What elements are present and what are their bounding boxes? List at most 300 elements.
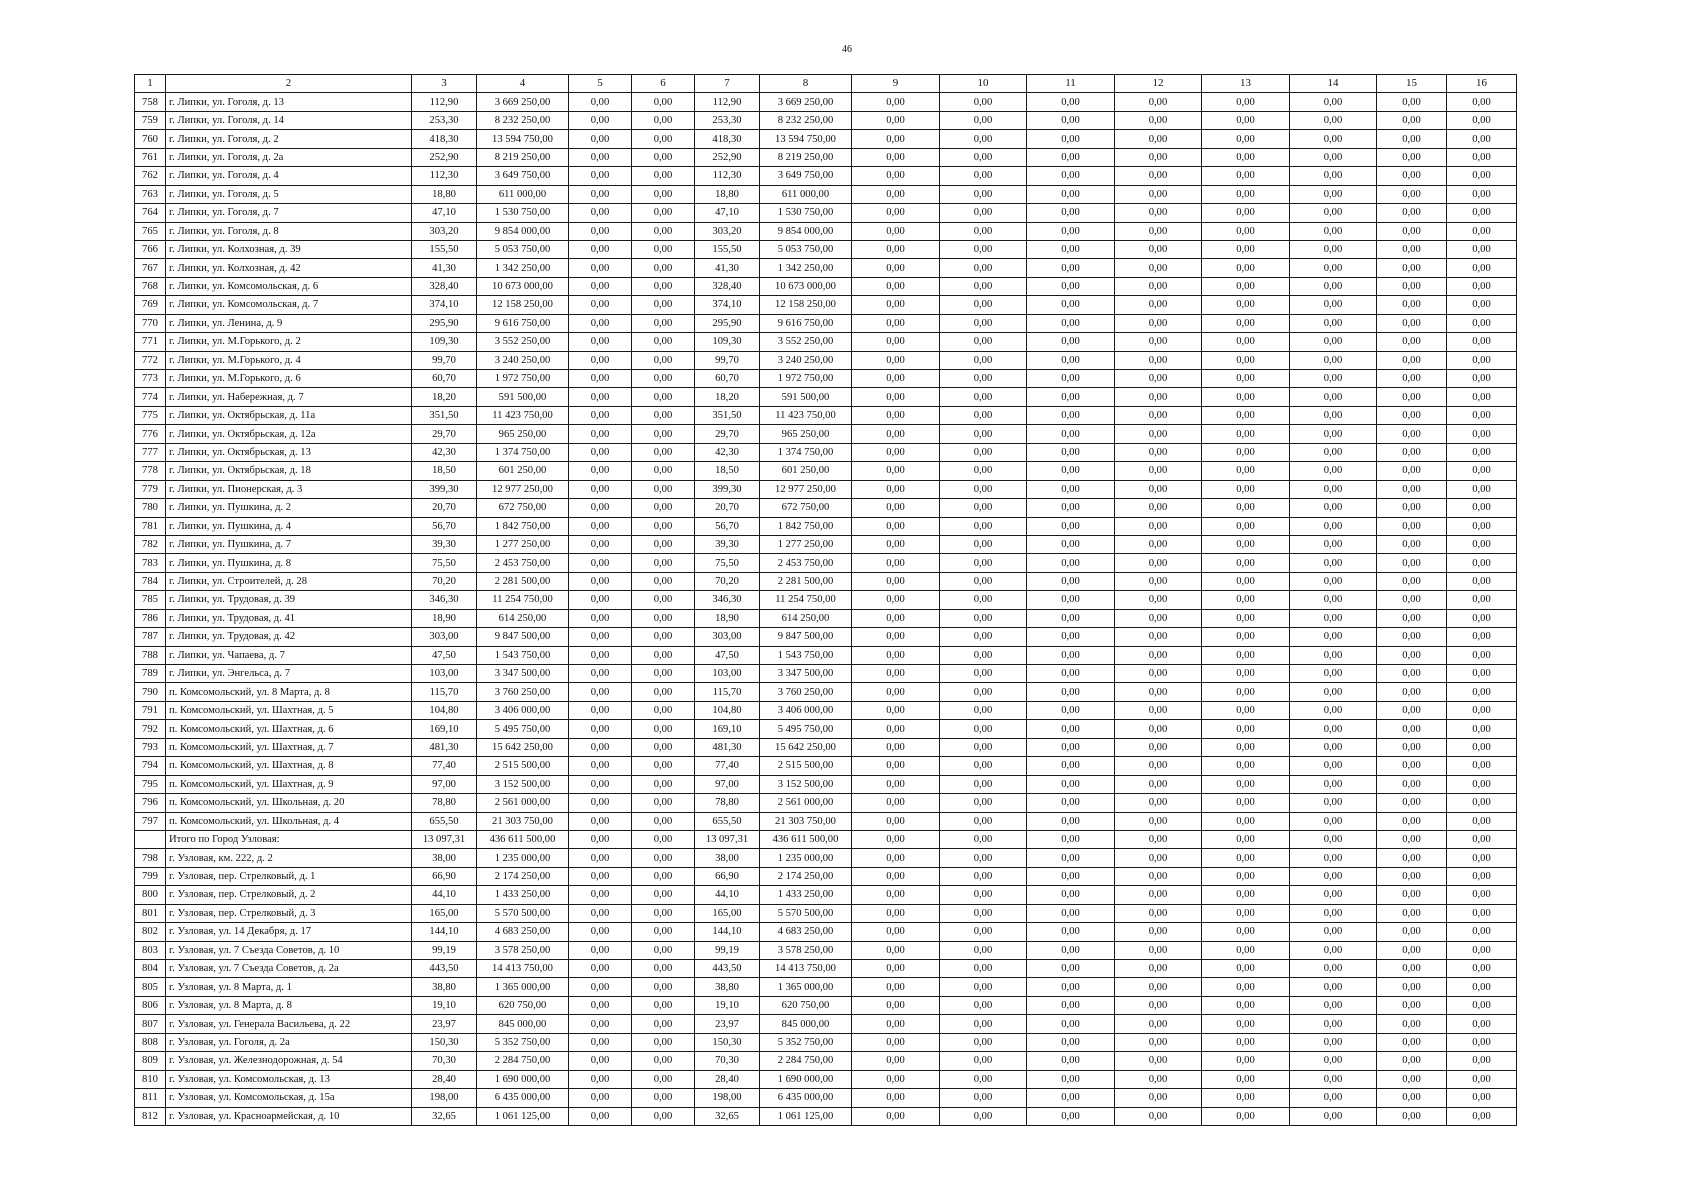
value-cell: 0,00	[1290, 996, 1377, 1014]
value-cell: 0,00	[1377, 167, 1447, 185]
value-cell: 0,00	[940, 1052, 1027, 1070]
value-cell: 0,00	[1290, 960, 1377, 978]
address-cell: г. Узловая, ул. Железнодорожная, д. 54	[166, 1052, 412, 1070]
address-cell: г. Липки, ул. Гоголя, д. 2	[166, 130, 412, 148]
value-cell: 0,00	[852, 259, 940, 277]
value-cell: 0,00	[852, 996, 940, 1014]
value-cell: 3 240 250,00	[760, 351, 852, 369]
column-header: 15	[1377, 75, 1447, 93]
value-cell: 0,00	[1377, 775, 1447, 793]
table-row	[135, 185, 1517, 203]
value-cell: 0,00	[852, 425, 940, 443]
value-cell: 1 842 750,00	[760, 517, 852, 535]
value-cell: 8 232 250,00	[477, 111, 569, 129]
value-cell: 0,00	[1290, 517, 1377, 535]
value-cell: 0,00	[1115, 1052, 1202, 1070]
value-cell: 11 423 750,00	[477, 406, 569, 424]
value-cell: 295,90	[695, 314, 760, 332]
value-cell: 0,00	[1447, 167, 1517, 185]
value-cell: 0,00	[940, 591, 1027, 609]
address-cell: г. Липки, ул. Октябрьская, д. 13	[166, 443, 412, 461]
value-cell: 0,00	[940, 277, 1027, 295]
value-cell: 0,00	[632, 646, 695, 664]
value-cell: 0,00	[1202, 259, 1290, 277]
value-cell: 0,00	[632, 388, 695, 406]
value-cell: 0,00	[1027, 130, 1115, 148]
table-row	[135, 517, 1517, 535]
value-cell: 601 250,00	[477, 462, 569, 480]
value-cell: 0,00	[852, 277, 940, 295]
row-number-cell: 767	[135, 259, 166, 277]
value-cell: 0,00	[1290, 370, 1377, 388]
value-cell: 12 977 250,00	[477, 480, 569, 498]
value-cell: 78,80	[412, 794, 477, 812]
value-cell: 18,80	[695, 185, 760, 203]
value-cell: 0,00	[569, 720, 632, 738]
value-cell: 0,00	[632, 665, 695, 683]
value-cell: 0,00	[940, 130, 1027, 148]
value-cell: 0,00	[1202, 333, 1290, 351]
value-cell: 0,00	[1202, 1089, 1290, 1107]
value-cell: 0,00	[1115, 665, 1202, 683]
value-cell: 0,00	[1290, 941, 1377, 959]
table-row	[135, 886, 1517, 904]
value-cell: 0,00	[1202, 351, 1290, 369]
value-cell: 0,00	[1027, 554, 1115, 572]
value-cell: 0,00	[1447, 333, 1517, 351]
value-cell: 3 152 500,00	[760, 775, 852, 793]
table-row	[135, 849, 1517, 867]
row-number-cell: 761	[135, 148, 166, 166]
value-cell: 0,00	[632, 941, 695, 959]
value-cell: 0,00	[1290, 628, 1377, 646]
value-cell: 3 760 250,00	[760, 683, 852, 701]
value-cell: 0,00	[632, 1052, 695, 1070]
value-cell: 112,90	[412, 93, 477, 111]
value-cell: 252,90	[695, 148, 760, 166]
value-cell: 0,00	[1202, 646, 1290, 664]
value-cell: 0,00	[1377, 443, 1447, 461]
value-cell: 0,00	[852, 701, 940, 719]
value-cell: 346,30	[695, 591, 760, 609]
value-cell: 0,00	[632, 370, 695, 388]
value-cell: 2 561 000,00	[760, 794, 852, 812]
value-cell: 0,00	[1202, 204, 1290, 222]
value-cell: 0,00	[1447, 720, 1517, 738]
value-cell: 0,00	[569, 130, 632, 148]
value-cell: 109,30	[412, 333, 477, 351]
address-cell: г. Узловая, пер. Стрелковый, д. 3	[166, 904, 412, 922]
value-cell: 3 552 250,00	[760, 333, 852, 351]
address-cell: п. Комсомольский, ул. Шахтная, д. 8	[166, 757, 412, 775]
value-cell: 0,00	[632, 757, 695, 775]
value-cell: 0,00	[1290, 1107, 1377, 1125]
value-cell: 0,00	[940, 849, 1027, 867]
value-cell: 0,00	[940, 425, 1027, 443]
value-cell: 0,00	[569, 351, 632, 369]
value-cell: 56,70	[412, 517, 477, 535]
address-cell: п. Комсомольский, ул. 8 Марта, д. 8	[166, 683, 412, 701]
value-cell: 1 530 750,00	[477, 204, 569, 222]
value-cell: 12 158 250,00	[477, 296, 569, 314]
value-cell: 0,00	[852, 351, 940, 369]
value-cell: 0,00	[1202, 941, 1290, 959]
value-cell: 38,00	[412, 849, 477, 867]
value-cell: 0,00	[1027, 259, 1115, 277]
value-cell: 0,00	[1377, 148, 1447, 166]
value-cell: 303,00	[695, 628, 760, 646]
row-number-cell: 793	[135, 738, 166, 756]
value-cell: 0,00	[1377, 277, 1447, 295]
address-cell: г. Липки, ул. Гоголя, д. 2а	[166, 148, 412, 166]
value-cell: 1 365 000,00	[477, 978, 569, 996]
value-cell: 0,00	[852, 812, 940, 830]
value-cell: 0,00	[1115, 646, 1202, 664]
value-cell: 0,00	[569, 370, 632, 388]
address-cell: г. Липки, ул. Гоголя, д. 7	[166, 204, 412, 222]
value-cell: 0,00	[940, 609, 1027, 627]
value-cell: 0,00	[1377, 923, 1447, 941]
value-cell: 13 594 750,00	[477, 130, 569, 148]
value-cell: 0,00	[940, 867, 1027, 885]
value-cell: 0,00	[1447, 314, 1517, 332]
value-cell: 0,00	[1377, 1107, 1447, 1125]
value-cell: 0,00	[569, 333, 632, 351]
value-cell: 0,00	[1027, 351, 1115, 369]
value-cell: 0,00	[569, 923, 632, 941]
value-cell: 150,30	[412, 1033, 477, 1051]
value-cell: 0,00	[1377, 794, 1447, 812]
value-cell: 0,00	[1202, 849, 1290, 867]
value-cell: 8 219 250,00	[477, 148, 569, 166]
value-cell: 0,00	[1027, 701, 1115, 719]
value-cell: 0,00	[632, 1089, 695, 1107]
row-number-cell: 791	[135, 701, 166, 719]
value-cell: 0,00	[569, 480, 632, 498]
value-cell: 0,00	[1027, 296, 1115, 314]
value-cell: 620 750,00	[760, 996, 852, 1014]
address-cell: Итого по Город Узловая:	[166, 830, 412, 848]
value-cell: 0,00	[1027, 849, 1115, 867]
value-cell: 38,80	[695, 978, 760, 996]
value-cell: 0,00	[569, 941, 632, 959]
row-number-cell: 806	[135, 996, 166, 1014]
table-row	[135, 738, 1517, 756]
value-cell: 13 594 750,00	[760, 130, 852, 148]
value-cell: 0,00	[852, 591, 940, 609]
value-cell: 0,00	[1290, 499, 1377, 517]
value-cell: 155,50	[695, 240, 760, 258]
table-row	[135, 646, 1517, 664]
value-cell: 0,00	[1290, 314, 1377, 332]
value-cell: 0,00	[632, 167, 695, 185]
value-cell: 0,00	[1290, 572, 1377, 590]
value-cell: 1 061 125,00	[760, 1107, 852, 1125]
value-cell: 374,10	[412, 296, 477, 314]
value-cell: 0,00	[1290, 591, 1377, 609]
value-cell: 0,00	[1290, 665, 1377, 683]
value-cell: 0,00	[1115, 738, 1202, 756]
value-cell: 70,30	[695, 1052, 760, 1070]
value-cell: 0,00	[1202, 794, 1290, 812]
address-cell: г. Липки, ул. Пушкина, д. 4	[166, 517, 412, 535]
value-cell: 0,00	[1202, 93, 1290, 111]
value-cell: 0,00	[1290, 259, 1377, 277]
table-row	[135, 923, 1517, 941]
value-cell: 0,00	[1202, 886, 1290, 904]
value-cell: 0,00	[569, 701, 632, 719]
value-cell: 0,00	[1115, 960, 1202, 978]
value-cell: 1 433 250,00	[477, 886, 569, 904]
value-cell: 0,00	[1290, 333, 1377, 351]
value-cell: 0,00	[1027, 683, 1115, 701]
value-cell: 0,00	[1115, 204, 1202, 222]
value-cell: 2 284 750,00	[477, 1052, 569, 1070]
value-cell: 75,50	[695, 554, 760, 572]
value-cell: 0,00	[1027, 886, 1115, 904]
value-cell: 0,00	[569, 1089, 632, 1107]
table-row	[135, 996, 1517, 1014]
value-cell: 0,00	[569, 554, 632, 572]
value-cell: 0,00	[1447, 757, 1517, 775]
value-cell: 0,00	[569, 886, 632, 904]
value-cell: 0,00	[632, 148, 695, 166]
address-cell: г. Липки, ул. Октябрьская, д. 11а	[166, 406, 412, 424]
value-cell: 104,80	[695, 701, 760, 719]
value-cell: 47,10	[412, 204, 477, 222]
value-cell: 0,00	[632, 609, 695, 627]
address-cell: г. Липки, ул. Гоголя, д. 4	[166, 167, 412, 185]
value-cell: 0,00	[1202, 812, 1290, 830]
value-cell: 0,00	[1377, 591, 1447, 609]
table-row	[135, 591, 1517, 609]
row-number-cell: 790	[135, 683, 166, 701]
value-cell: 0,00	[852, 738, 940, 756]
address-cell: г. Узловая, ул. 7 Съезда Советов, д. 2а	[166, 960, 412, 978]
value-cell: 0,00	[632, 185, 695, 203]
value-cell: 0,00	[1202, 314, 1290, 332]
value-cell: 29,70	[412, 425, 477, 443]
value-cell: 165,00	[412, 904, 477, 922]
value-cell: 0,00	[940, 167, 1027, 185]
row-number-cell: 807	[135, 1015, 166, 1033]
table-row	[135, 462, 1517, 480]
value-cell: 1 365 000,00	[760, 978, 852, 996]
value-cell: 0,00	[940, 111, 1027, 129]
value-cell: 0,00	[940, 978, 1027, 996]
value-cell: 0,00	[1202, 572, 1290, 590]
value-cell: 97,00	[412, 775, 477, 793]
row-number-cell: 797	[135, 812, 166, 830]
row-number-cell: 798	[135, 849, 166, 867]
table-row	[135, 720, 1517, 738]
value-cell: 0,00	[1290, 849, 1377, 867]
value-cell: 601 250,00	[760, 462, 852, 480]
table-row	[135, 535, 1517, 553]
value-cell: 198,00	[412, 1089, 477, 1107]
column-header: 10	[940, 75, 1027, 93]
value-cell: 0,00	[1027, 222, 1115, 240]
value-cell: 418,30	[412, 130, 477, 148]
address-cell: п. Комсомольский, ул. Школьная, д. 4	[166, 812, 412, 830]
value-cell: 0,00	[632, 499, 695, 517]
value-cell: 0,00	[940, 812, 1027, 830]
value-cell: 1 690 000,00	[477, 1070, 569, 1088]
value-cell: 672 750,00	[477, 499, 569, 517]
value-cell: 0,00	[940, 941, 1027, 959]
address-cell: г. Липки, ул. Трудовая, д. 39	[166, 591, 412, 609]
value-cell: 0,00	[569, 1033, 632, 1051]
value-cell: 0,00	[852, 388, 940, 406]
address-cell: г. Липки, ул. Набережная, д. 7	[166, 388, 412, 406]
value-cell: 41,30	[412, 259, 477, 277]
value-cell: 0,00	[1115, 277, 1202, 295]
value-cell: 0,00	[852, 849, 940, 867]
table-row	[135, 259, 1517, 277]
value-cell: 0,00	[1290, 812, 1377, 830]
value-cell: 0,00	[1115, 572, 1202, 590]
value-cell: 99,70	[695, 351, 760, 369]
value-cell: 436 611 500,00	[760, 830, 852, 848]
value-cell: 0,00	[1290, 240, 1377, 258]
value-cell: 303,00	[412, 628, 477, 646]
table-row	[135, 572, 1517, 590]
value-cell: 0,00	[852, 443, 940, 461]
value-cell: 0,00	[1447, 775, 1517, 793]
value-cell: 0,00	[1290, 1070, 1377, 1088]
value-cell: 0,00	[1115, 554, 1202, 572]
value-cell: 0,00	[569, 443, 632, 461]
value-cell: 0,00	[569, 996, 632, 1014]
table-row	[135, 794, 1517, 812]
value-cell: 0,00	[1202, 701, 1290, 719]
value-cell: 44,10	[412, 886, 477, 904]
value-cell: 0,00	[852, 1015, 940, 1033]
value-cell: 0,00	[852, 1089, 940, 1107]
value-cell: 655,50	[695, 812, 760, 830]
value-cell: 611 000,00	[760, 185, 852, 203]
address-cell: г. Липки, ул. Гоголя, д. 13	[166, 93, 412, 111]
value-cell: 0,00	[852, 406, 940, 424]
value-cell: 0,00	[940, 480, 1027, 498]
table-row	[135, 406, 1517, 424]
value-cell: 0,00	[632, 720, 695, 738]
value-cell: 0,00	[569, 204, 632, 222]
value-cell: 0,00	[1377, 517, 1447, 535]
value-cell: 1 374 750,00	[477, 443, 569, 461]
value-cell: 0,00	[852, 462, 940, 480]
value-cell: 47,10	[695, 204, 760, 222]
row-number-cell: 805	[135, 978, 166, 996]
value-cell: 0,00	[1447, 277, 1517, 295]
value-cell: 0,00	[1115, 185, 1202, 203]
value-cell: 0,00	[852, 720, 940, 738]
value-cell: 0,00	[1027, 314, 1115, 332]
value-cell: 0,00	[1202, 499, 1290, 517]
value-cell: 0,00	[1115, 370, 1202, 388]
value-cell: 2 284 750,00	[760, 1052, 852, 1070]
value-cell: 0,00	[1290, 609, 1377, 627]
row-number-cell: 766	[135, 240, 166, 258]
value-cell: 0,00	[1202, 996, 1290, 1014]
value-cell: 15 642 250,00	[477, 738, 569, 756]
value-cell: 103,00	[412, 665, 477, 683]
table-row	[135, 296, 1517, 314]
value-cell: 13 097,31	[695, 830, 760, 848]
value-cell: 0,00	[1377, 240, 1447, 258]
value-cell: 3 347 500,00	[760, 665, 852, 683]
value-cell: 0,00	[852, 185, 940, 203]
value-cell: 0,00	[632, 628, 695, 646]
value-cell: 0,00	[1447, 443, 1517, 461]
table-row	[135, 554, 1517, 572]
header-row	[135, 75, 1517, 93]
value-cell: 0,00	[852, 886, 940, 904]
value-cell: 0,00	[1027, 443, 1115, 461]
value-cell: 0,00	[940, 259, 1027, 277]
value-cell: 0,00	[940, 222, 1027, 240]
address-cell: г. Липки, ул. Чапаева, д. 7	[166, 646, 412, 664]
value-cell: 0,00	[1202, 222, 1290, 240]
address-cell: г. Липки, ул. Октябрьская, д. 12а	[166, 425, 412, 443]
address-cell: г. Липки, ул. Трудовая, д. 42	[166, 628, 412, 646]
value-cell: 0,00	[940, 830, 1027, 848]
column-header: 12	[1115, 75, 1202, 93]
value-cell: 0,00	[852, 941, 940, 959]
value-cell: 42,30	[695, 443, 760, 461]
value-cell: 0,00	[1447, 701, 1517, 719]
table-row	[135, 499, 1517, 517]
value-cell: 0,00	[852, 960, 940, 978]
value-cell: 0,00	[1377, 130, 1447, 148]
value-cell: 0,00	[1447, 406, 1517, 424]
value-cell: 0,00	[1290, 148, 1377, 166]
value-cell: 0,00	[852, 370, 940, 388]
address-cell: г. Липки, ул. М.Горького, д. 2	[166, 333, 412, 351]
value-cell: 0,00	[1202, 1033, 1290, 1051]
value-cell: 0,00	[1447, 1015, 1517, 1033]
value-cell: 0,00	[1290, 978, 1377, 996]
value-cell: 32,65	[695, 1107, 760, 1125]
value-cell: 0,00	[852, 111, 940, 129]
value-cell: 8 219 250,00	[760, 148, 852, 166]
value-cell: 0,00	[632, 93, 695, 111]
value-cell: 1 374 750,00	[760, 443, 852, 461]
value-cell: 1 342 250,00	[477, 259, 569, 277]
value-cell: 0,00	[852, 314, 940, 332]
value-cell: 0,00	[852, 628, 940, 646]
table-row	[135, 628, 1517, 646]
value-cell: 0,00	[632, 886, 695, 904]
value-cell: 0,00	[852, 1052, 940, 1070]
value-cell: 0,00	[632, 867, 695, 885]
value-cell: 0,00	[1202, 609, 1290, 627]
value-cell: 0,00	[1027, 775, 1115, 793]
row-number-cell: 785	[135, 591, 166, 609]
value-cell: 21 303 750,00	[760, 812, 852, 830]
row-number-cell: 776	[135, 425, 166, 443]
value-cell: 0,00	[1447, 1089, 1517, 1107]
value-cell: 0,00	[1115, 996, 1202, 1014]
value-cell: 0,00	[1447, 1033, 1517, 1051]
column-header: 14	[1290, 75, 1377, 93]
value-cell: 0,00	[1447, 628, 1517, 646]
value-cell: 0,00	[1290, 1089, 1377, 1107]
value-cell: 0,00	[1377, 351, 1447, 369]
value-cell: 0,00	[1115, 296, 1202, 314]
value-cell: 0,00	[852, 867, 940, 885]
row-number-cell: 794	[135, 757, 166, 775]
